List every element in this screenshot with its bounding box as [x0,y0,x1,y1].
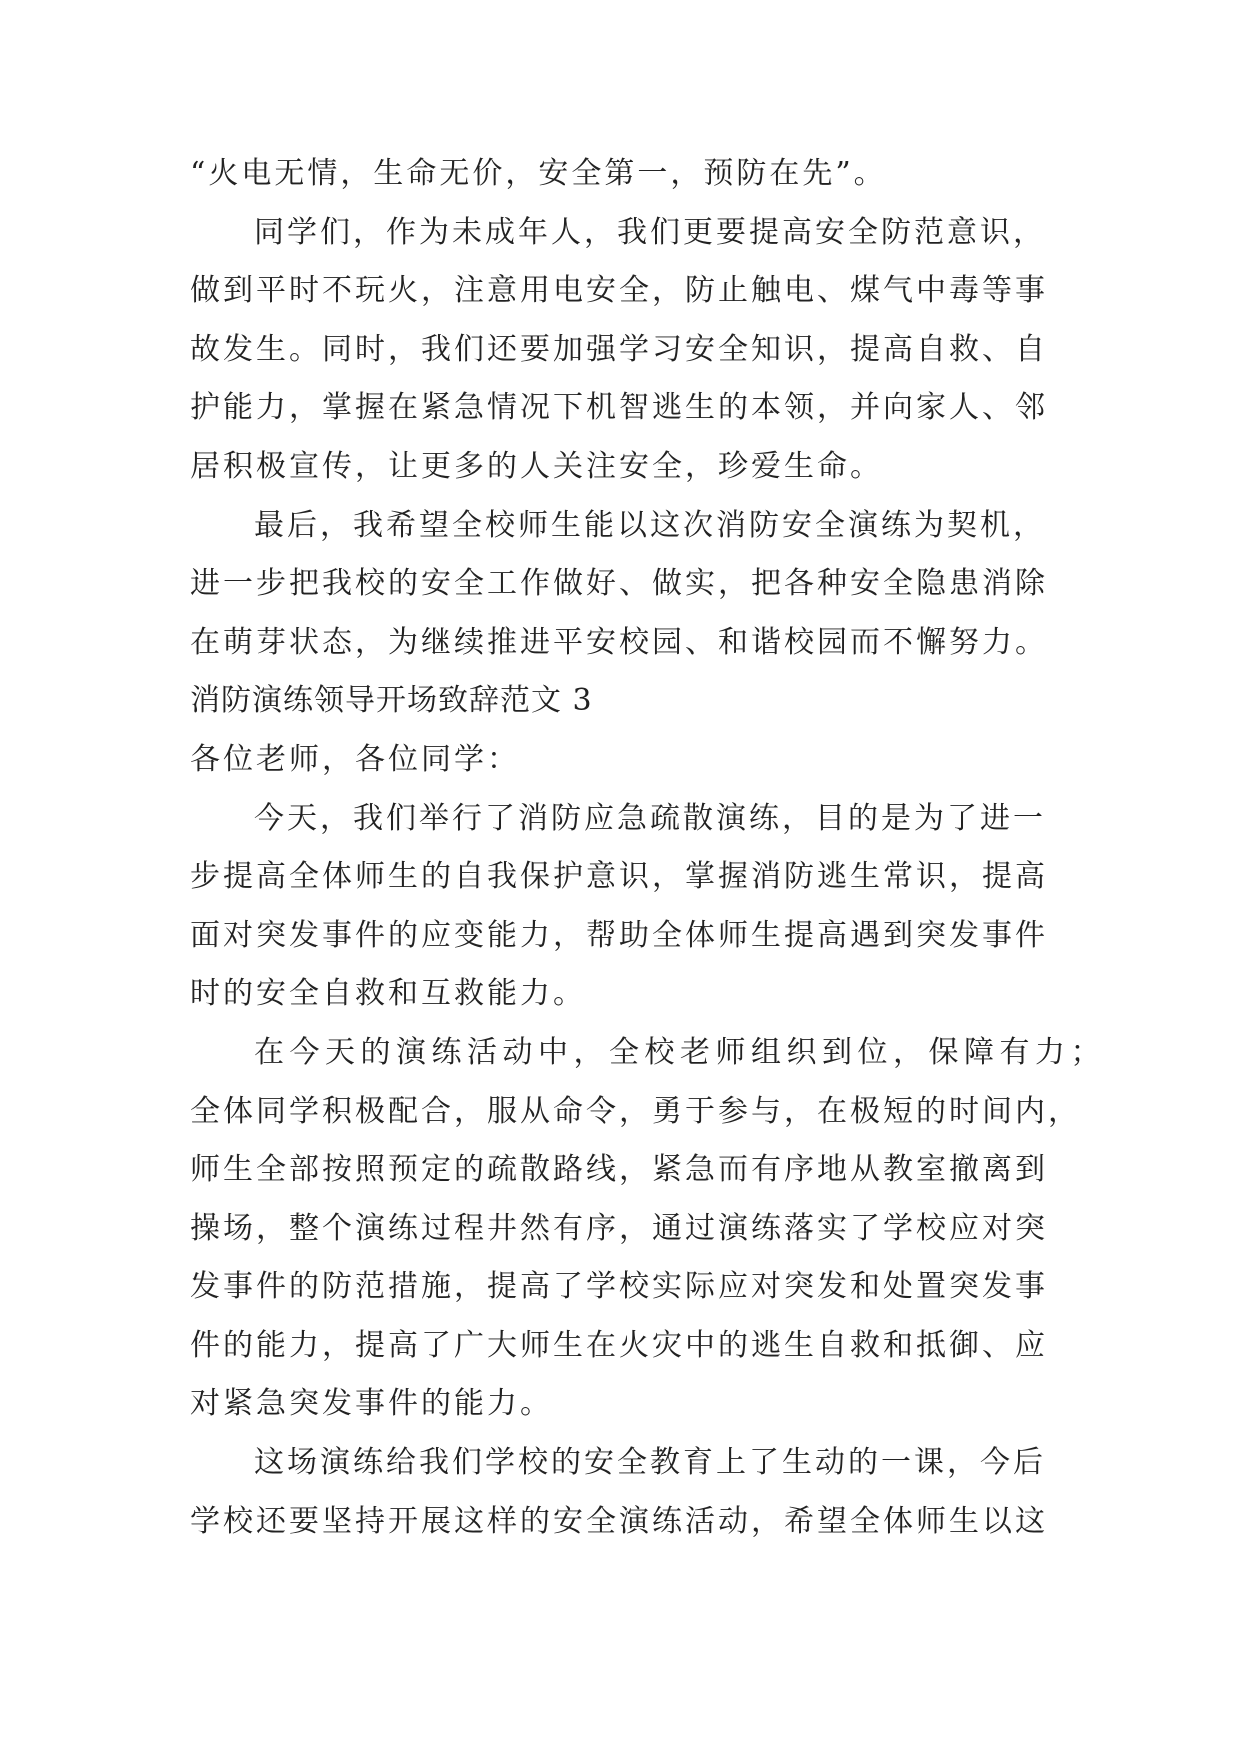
section-heading: 消防演练领导开场致辞范文 3 [190,683,593,719]
paragraph-line: 面对突发事件的应变能力，帮助全体师生提高遇到突发事件 [190,917,1048,953]
document-page [190,145,1106,1551]
paragraph-line: 最后，我希望全校师生能以这次消防安全演练为契机， [254,507,1046,543]
paragraph-line: “火电无情，生命无价，安全第一，预防在先”。 [190,156,887,191]
paragraph-line: 故发生。同时，我们还要加强学习安全知识，提高自救、自 [190,331,1048,367]
paragraph-line: 发事件的防范措施，提高了学校实际应对突发和处置突发事 [190,1269,1048,1305]
paragraph-line: 师生全部按照预定的疏散路线，紧急而有序地从教室撤离到 [190,1152,1048,1188]
paragraph-line: 步提高全体师生的自我保护意识，掌握消防逃生常识，提高 [190,859,1048,895]
paragraph-line: 全体同学积极配合，服从命令，勇于参与，在极短的时间内， [190,1093,1081,1129]
paragraph-line: 今天，我们举行了消防应急疏散演练，目的是为了进一 [254,800,1046,836]
paragraph-line: 护能力，掌握在紧急情况下机智逃生的本领，并向家人、邻 [190,390,1048,426]
paragraph-line: 对紧急突发事件的能力。 [190,1386,553,1422]
paragraph-line: 做到平时不玩火，注意用电安全，防止触电、煤气中毒等事 [190,273,1048,309]
paragraph-line: 件的能力，提高了广大师生在火灾中的逃生自救和抵御、应 [190,1327,1048,1363]
paragraph-line: 时的安全自救和互救能力。 [190,976,586,1012]
paragraph-line: 居积极宣传，让更多的人关注安全，珍爱生命。 [190,448,883,484]
paragraph-line: 学校还要坚持开展这样的安全演练活动，希望全体师生以这 [190,1503,1048,1539]
paragraph-line: 在萌芽状态，为继续推进平安校园、和谐校园而不懈努力。 [190,624,1048,660]
paragraph-line: 这场演练给我们学校的安全教育上了生动的一课，今后 [254,1445,1046,1481]
salutation-line: 各位老师，各位同学： [190,741,520,777]
paragraph-line: 进一步把我校的安全工作做好、做实，把各种安全隐患消除 [190,566,1048,602]
paragraph-line: 在今天的演练活动中，全校老师组织到位，保障有力； [254,1034,1106,1070]
paragraph-line: 操场，整个演练过程井然有序，通过演练落实了学校应对突 [190,1210,1048,1246]
paragraph-line: 同学们，作为未成年人，我们更要提高安全防范意识， [254,214,1046,250]
